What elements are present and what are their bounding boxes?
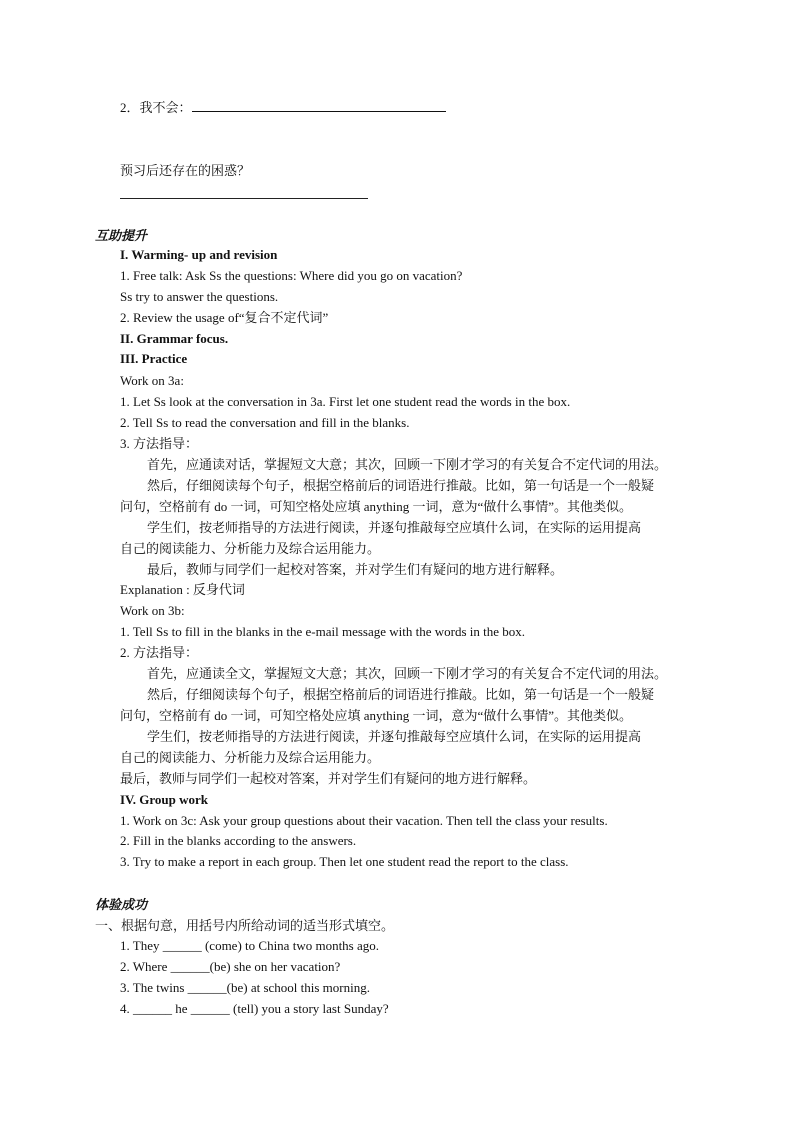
exercise-question-1: 1. They ______ (come) to China two months ago. [120, 938, 380, 953]
text-line: 学生们，按老师指导的方法进行阅读，并逐句推敲每空应填什么词，在实际的运用提高 [147, 520, 642, 535]
exercise-question-2: 2. Where ______(be) she on her vacation? [120, 959, 341, 974]
text-line: 3. 方法指导： [120, 436, 199, 451]
text-line: 3. Try to make a report in each group. Then let one student read the report to the class. [120, 854, 569, 869]
text-line: 最后，教师与同学们一起校对答案，并对学生们有疑问的地方进行解释。 [147, 562, 564, 577]
preview-doubt-question: 预习后还存在的困惑？ [120, 163, 251, 178]
text-line: 1. Let Ss look at the conversation in 3a. First let one student read the words in the box. [120, 394, 571, 409]
answer-blank[interactable] [192, 99, 446, 112]
text-line: 然后，仔细阅读每个句子，根据空格前后的词语进行推敲。比如，第一句话是一个一般疑 [147, 687, 655, 702]
text-line: 1. Tell Ss to fill in the blanks in the e-mail message with the words in the box. [120, 624, 526, 639]
text-line: Ss try to answer the questions. [120, 289, 279, 304]
subheading-warming-up: I. Warming- up and revision [120, 247, 278, 262]
text-line: 问句，空格前有 do 一词，可知空格处应填 anything 一词，意为“做什么事情”。其他类似。 [120, 708, 633, 723]
text-line: 1. Work on 3c: Ask your group questions about their vacation. Then tell the class your results. [120, 813, 608, 828]
text-line: 最后，教师与同学们一起校对答案，并对学生们有疑问的地方进行解释。 [120, 771, 537, 786]
text-line: Work on 3b: [120, 603, 185, 618]
text-line: 2. Review the usage of“复合不定代词” [120, 310, 329, 325]
preview-item-2-label: 2．我不会： [120, 100, 192, 115]
subheading-group-work: IV. Group work [120, 792, 209, 807]
text-line: 自己的阅读能力、分析能力及综合运用能力。 [120, 541, 381, 556]
text-line: 2. 方法指导： [120, 645, 199, 660]
text-line: Work on 3a: [120, 373, 184, 388]
text-line: 2. Fill in the blanks according to the answers. [120, 833, 357, 848]
section-heading-success: 体验成功 [95, 897, 148, 912]
subheading-grammar-focus: II. Grammar focus. [120, 331, 229, 346]
exercise-question-4: 4. ______ he ______ (tell) you a story last Sunday? [120, 1001, 389, 1016]
preview-item-2 [120, 99, 446, 117]
exercise-question-3: 3. The twins ______(be) at school this morning. [120, 980, 370, 995]
text-line: 然后，仔细阅读每个句子，根据空格前后的词语进行推敲。比如，第一句话是一个一般疑 [147, 478, 655, 493]
text-line: Explanation : 反身代词 [120, 582, 245, 597]
text-line: 首先，应通读对话，掌握短文大意；其次，回顾一下刚才学习的有关复合不定代词的用法。 [147, 457, 668, 472]
doubt-answer-line[interactable] [120, 198, 368, 199]
text-line: 首先，应通读全文，掌握短文大意；其次，回顾一下刚才学习的有关复合不定代词的用法。 [147, 666, 668, 681]
section-heading-cooperation: 互助提升 [95, 228, 148, 243]
text-line: 2. Tell Ss to read the conversation and fill in the blanks. [120, 415, 410, 430]
text-line: 问句，空格前有 do 一词，可知空格处应填 anything 一词，意为“做什么事情”。其他类似。 [120, 499, 633, 514]
exercise-instruction: 一、根据句意，用括号内所给动词的适当形式填空。 [95, 918, 395, 933]
text-line: 学生们，按老师指导的方法进行阅读，并逐句推敲每空应填什么词，在实际的运用提高 [147, 729, 642, 744]
text-line: 1. Free talk: Ask Ss the questions: Where did you go on vacation? [120, 268, 463, 283]
subheading-practice: III. Practice [120, 351, 188, 366]
text-line: 自己的阅读能力、分析能力及综合运用能力。 [120, 750, 381, 765]
